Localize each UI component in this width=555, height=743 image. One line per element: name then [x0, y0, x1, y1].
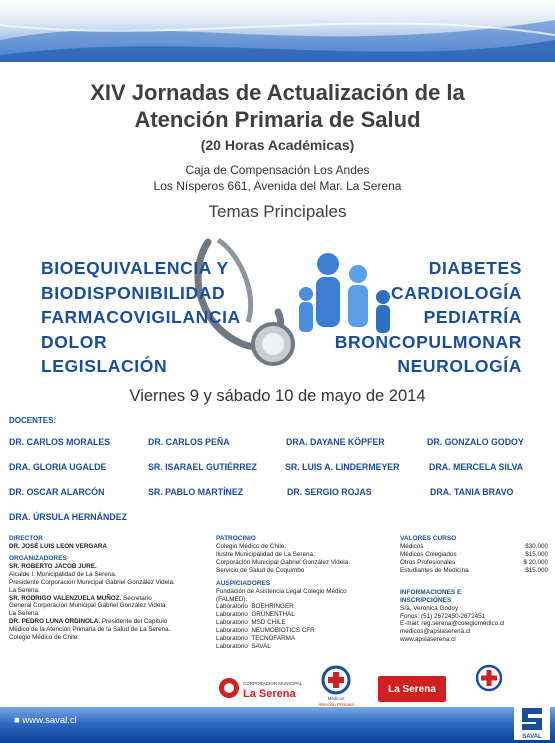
- topics-heading: Temas Principales: [208, 202, 347, 221]
- topic-item: BRONCOPULMONAR: [334, 331, 522, 352]
- topic-item: NEUROLOGÍA: [397, 356, 522, 376]
- event-dates: Viernes 9 y sábado 10 de mayo de 2014: [129, 387, 426, 405]
- docente-name: DR. GONZALO GODOY: [427, 437, 524, 447]
- docente-name: DR. SERGIO ROJAS: [287, 487, 372, 497]
- contact-email[interactable]: E-mail: reg.serena@colegiomedico.cl: [400, 620, 505, 628]
- footer-website-text[interactable]: www.saval.cl: [22, 715, 77, 726]
- organizer-role: Alcalde I. Municipalidad de La Serena.: [9, 570, 117, 578]
- price-value: $15.000: [525, 550, 548, 558]
- price-label: Estudiantes de Medicina: [400, 566, 469, 574]
- organizers-column: [9, 535, 204, 642]
- organizadores-heading: ORGANIZADORES: [9, 554, 67, 562]
- lab-prefix: Laboratorio: [216, 619, 248, 627]
- docentes-heading: DOCENTES:: [9, 416, 57, 425]
- lab-name: MSD CHILE: [251, 619, 286, 627]
- organizer-role: Presidente del Capítulo: [101, 618, 168, 626]
- la-serena-logo: [378, 676, 446, 702]
- lab-prefix: Laboratorio: [216, 611, 248, 619]
- director-name: DR. JOSÉ LUIS LEON VERGARA: [9, 543, 107, 550]
- medicos-logo-text: Médicos: [327, 696, 345, 701]
- docente-name: SR. ISARAEL GUTIÉRREZ: [148, 462, 257, 472]
- valores-heading: VALORES CURSO: [400, 535, 457, 542]
- patrocinio-item: Colegio Médico de Chile.: [216, 543, 287, 550]
- docente-name: DRA. TANIA BRAVO: [430, 487, 514, 497]
- topics-right-list: [335, 256, 522, 379]
- topic-item: DOLOR: [41, 331, 108, 352]
- top-banner: [0, 0, 555, 62]
- cmls-small-text: CORPORACION MUNICIPAL: [243, 681, 303, 686]
- price-label: Médicos: [400, 543, 424, 550]
- event-hours: (20 Horas Académicas): [200, 137, 355, 153]
- price-value: $30.000: [525, 543, 548, 550]
- organizer-role: Secretario: [123, 594, 152, 602]
- price-row: [400, 567, 548, 575]
- organizer-role: La Serena.: [9, 586, 40, 594]
- topic-item: DIABETES: [428, 258, 522, 278]
- docente-name: SR. LUIS A. LINDERMEYER: [285, 462, 400, 472]
- la-serena-logo-text: La Serena: [388, 683, 436, 695]
- organizer-role: General Corporación Municipal Gabriel González Videla.: [9, 602, 168, 610]
- organizer-name: SR. RODRIGO VALENZUELA MUÑOZ.: [9, 594, 122, 602]
- contact-website[interactable]: www.apslaserena.cl: [400, 636, 456, 644]
- informaciones-heading: INFORMACIONES E: [400, 588, 462, 596]
- organizer-role: La Serena.: [9, 610, 40, 618]
- lab-name: TECNOFARMA: [251, 635, 296, 643]
- footer-website[interactable]: ■ www.saval.cl: [14, 715, 77, 726]
- organizer-name: SR. ROBERTO JACOB JURE.: [9, 562, 97, 570]
- topic-item: BIODISPONIBILIDAD: [41, 282, 226, 303]
- director-heading: DIRECTOR: [9, 535, 43, 542]
- docente-name: DR. CARLOS MORALES: [9, 437, 111, 447]
- lab-name: BOEHRINGER: [251, 603, 294, 611]
- lab-name: GRÜNENTHAL: [251, 611, 295, 619]
- banner-swoosh: [0, 0, 555, 62]
- topics-left-list: [41, 256, 241, 379]
- lab-prefix: Laboratorio: [216, 627, 248, 635]
- price-row: [400, 543, 548, 551]
- prices-info-column: [400, 535, 548, 644]
- price-row: [400, 551, 548, 559]
- topic-item: LEGISLACIÓN: [41, 356, 168, 376]
- docente-name: DRA. ÚRSULA HERNÁNDEZ: [9, 512, 127, 522]
- venue-name: Caja de Compensación Los Andes: [185, 163, 370, 177]
- saval-logo: [514, 704, 550, 740]
- medicos-aps-logo: [314, 664, 358, 708]
- topic-item: BIOEQUIVALENCIA Y: [41, 258, 229, 278]
- lab-name: NEUMOBIOTICS CFR: [251, 627, 315, 635]
- docente-name: SR. PABLO MARTÍNEZ: [148, 487, 244, 497]
- inscripciones-heading: INSCRIPCIONES: [400, 596, 452, 604]
- contact-phones: Fonos: (51) 2672450-2672451: [400, 612, 486, 620]
- docente-name: DR. OSCAR ALARCÓN: [9, 487, 105, 497]
- saval-brand-text: SAVAL: [522, 734, 542, 740]
- auspiciadores-heading: AUSPICIADORES: [216, 579, 271, 587]
- sponsors-column: [216, 535, 391, 651]
- event-title-line2: Atención Primaria de Salud: [134, 107, 421, 132]
- medicos-logo-text: Atención Primaria: [318, 702, 354, 707]
- event-title-line1: XIV Jornadas de Actualización de la: [90, 80, 465, 105]
- topic-item: PEDIATRÍA: [423, 307, 522, 327]
- price-label: Otros Profesionales: [400, 558, 456, 566]
- contact-email[interactable]: medicos@apslaserena.cl: [400, 628, 471, 636]
- auspiciador-intro: (FALMED).: [216, 595, 248, 603]
- price-value: $ 20.000: [523, 558, 548, 566]
- price-value: $15.000: [525, 566, 548, 574]
- patrocinio-item: Corporación Municipal Gabriel González Videla.: [216, 558, 350, 566]
- lab-prefix: Laboratorio: [216, 603, 248, 611]
- cmls-big-text: La Serena: [243, 688, 296, 700]
- colegio-medico-logo: [476, 664, 502, 694]
- docente-name: DRA. DAYANE KÖPFER: [286, 437, 385, 447]
- price-row: [400, 559, 548, 567]
- organizer-role: Colegio Médico de Chile.: [9, 634, 80, 642]
- corporacion-municipal-logo: [218, 676, 313, 700]
- topic-item: FARMACOVIGILANCIA: [41, 307, 241, 327]
- lab-prefix: Laboratorio: [216, 642, 248, 650]
- patrocinio-heading: PATROCINIO: [216, 535, 256, 542]
- lab-name: SAVAL: [251, 642, 271, 650]
- venue-address: Los Nísperos 661, Avenida del Mar. La Serena: [153, 179, 402, 193]
- docente-name: DR. CARLOS PEÑA: [148, 437, 230, 447]
- contact-name: Sra. Verónica Godoy: [400, 604, 459, 612]
- docente-name: DRA. GLORIA UGALDE: [9, 462, 107, 472]
- topic-item: CARDIOLOGÍA: [390, 282, 522, 303]
- organizer-role: Médico de la Atención Primaria de la Salud de La Serena.: [9, 626, 171, 634]
- auspiciador-intro: Fundación de Asistencia Legal Colegio Médico: [216, 587, 347, 595]
- price-label: Médicos Colegiados: [400, 550, 457, 558]
- docente-name: DRA. MERCELA SILVA: [429, 462, 524, 472]
- organizer-role: Presidente Corporación Municipal Gabriel González Videla.: [9, 578, 175, 586]
- patrocinio-item: Servicio de Salud de Coquimbo: [216, 566, 305, 574]
- patrocinio-item: Ilustre Municipalidad de La Serena.: [216, 550, 315, 558]
- bottom-banner: [0, 707, 555, 743]
- lab-prefix: Laboratorio: [216, 635, 248, 643]
- organizer-name: DR. PEDRO LUNA ORDINOLA.: [9, 618, 101, 626]
